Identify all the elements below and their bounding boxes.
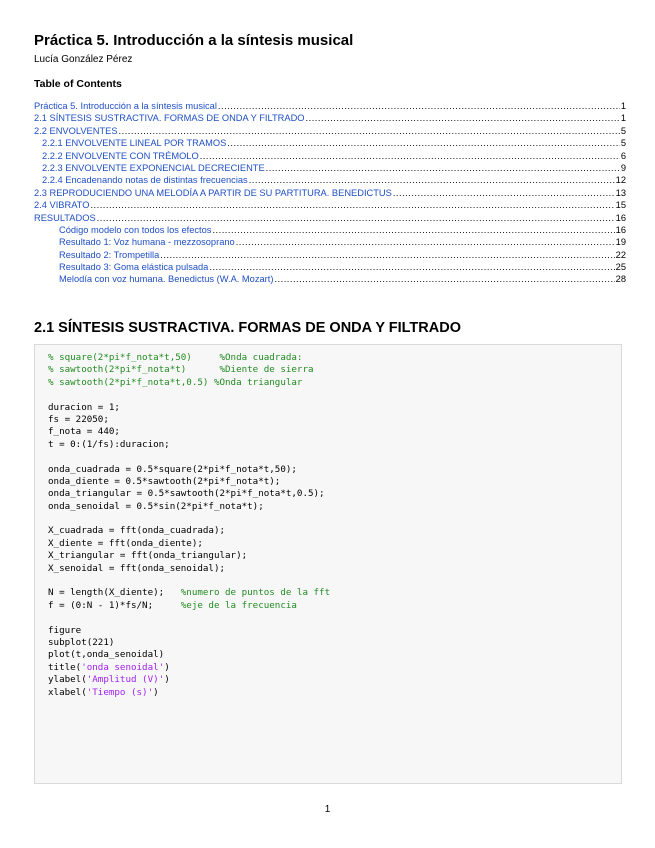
code-text: xlabel( <box>48 686 87 698</box>
code-comment: %numero de puntos de la fft <box>180 587 331 599</box>
code-text: f = (0:N - 1)*fs/N; <box>48 599 181 611</box>
code-line <box>48 377 330 389</box>
toc-page-number: 19 <box>615 237 626 248</box>
code-text: ) <box>164 661 170 673</box>
toc-entry[interactable] <box>34 273 626 285</box>
toc-leader-dots <box>97 212 615 224</box>
toc-entry-link[interactable]: Resultado 3: Goma elástica pulsada <box>59 262 209 273</box>
code-line <box>48 501 330 513</box>
toc-page-number: 25 <box>615 262 626 273</box>
code-line <box>48 600 330 612</box>
code-line <box>48 488 330 500</box>
code-text: X_diente = fft(onda_diente); <box>48 537 203 549</box>
toc-entry[interactable] <box>34 112 626 124</box>
code-text: N = length(X_diente); <box>48 587 181 599</box>
code-listing <box>48 352 330 699</box>
code-text: ) <box>164 674 170 686</box>
code-text: onda_cuadrada = 0.5*square(2*pi*f_nota*t,50); <box>48 463 297 475</box>
code-text: subplot(221) <box>48 636 115 648</box>
toc-leader-dots <box>236 236 615 248</box>
code-text: ) <box>153 686 159 698</box>
code-line <box>48 575 330 587</box>
code-text: t = 0:(1/fs):duracion; <box>48 438 170 450</box>
toc-heading: Table of Contents <box>34 78 122 90</box>
code-line <box>48 402 330 414</box>
toc-leader-dots <box>249 174 615 186</box>
toc-leader-dots <box>90 199 614 211</box>
code-line <box>48 439 330 451</box>
toc-entry[interactable] <box>34 199 626 211</box>
code-line <box>48 587 330 599</box>
toc-page-number: 16 <box>615 224 626 235</box>
code-line <box>48 563 330 575</box>
code-block <box>34 344 622 784</box>
toc-page-number: 1 <box>620 101 626 111</box>
toc-entry[interactable] <box>34 174 626 186</box>
toc-entry[interactable] <box>34 125 626 137</box>
code-line <box>48 364 330 376</box>
toc-leader-dots <box>274 273 614 285</box>
table-of-contents <box>34 100 626 286</box>
toc-entry-link[interactable]: 2.2 ENVOLVENTES <box>34 125 118 136</box>
toc-entry-link[interactable]: Práctica 5. Introducción a la síntesis musical <box>34 101 217 111</box>
toc-entry-link[interactable]: 2.2.1 ENVOLVENTE LINEAL POR TRAMOS <box>42 138 227 149</box>
toc-entry-link[interactable]: Resultado 1: Voz humana - mezzosoprano <box>59 237 235 248</box>
toc-leader-dots <box>218 100 620 112</box>
toc-entry-link[interactable]: 2.4 VIBRATO <box>34 200 90 211</box>
code-text: plot(t,onda_senoidal) <box>48 649 165 661</box>
code-line <box>48 352 330 364</box>
code-text: title( <box>48 661 82 673</box>
toc-entry[interactable] <box>34 162 626 174</box>
code-line <box>48 649 330 661</box>
toc-entry-link[interactable]: Resultado 2: Trompetilla <box>59 249 160 260</box>
toc-page-number: 13 <box>615 187 626 198</box>
toc-page-number: 1 <box>620 113 626 124</box>
code-comment: %eje de la frecuencia <box>180 599 297 611</box>
code-text: onda_diente = 0.5*sawtooth(2*pi*f_nota*t); <box>48 475 281 487</box>
code-line <box>48 513 330 525</box>
toc-leader-dots <box>393 187 615 199</box>
toc-entry-link[interactable]: Melodía con voz humana. Benedictus (W.A. Mozart) <box>59 274 274 285</box>
toc-entry[interactable] <box>34 212 626 224</box>
toc-entry-link[interactable]: 2.3 REPRODUCIENDO UNA MELODÍA A PARTIR DE SU PARTITURA. BENEDICTUS <box>34 187 392 198</box>
toc-leader-dots <box>209 261 614 273</box>
toc-entry[interactable] <box>34 224 626 236</box>
toc-leader-dots <box>200 150 620 162</box>
code-text: X_senoidal = fft(onda_senoidal); <box>48 562 226 574</box>
code-line <box>48 538 330 550</box>
document-title: Práctica 5. Introducción a la síntesis musical <box>34 32 354 49</box>
toc-entry[interactable] <box>34 187 626 199</box>
toc-entry[interactable] <box>34 150 626 162</box>
code-line <box>48 674 330 686</box>
code-line <box>48 687 330 699</box>
code-comment: % sawtooth(2*pi*f_nota*t,0.5) %Onda triangular <box>48 376 303 388</box>
code-line <box>48 662 330 674</box>
toc-entry-link[interactable]: 2.2.2 ENVOLVENTE CON TRÉMOLO <box>42 150 199 161</box>
toc-page-number: 12 <box>615 175 626 186</box>
code-line <box>48 550 330 562</box>
code-text: figure <box>48 624 82 636</box>
toc-leader-dots <box>266 162 620 174</box>
code-string: 'onda senoidal' <box>81 661 165 673</box>
code-comment: % square(2*pi*f_nota*t,50) %Onda cuadrada: <box>48 352 303 363</box>
code-text: f_nota = 440; <box>48 426 120 438</box>
toc-entry[interactable] <box>34 261 626 273</box>
code-text: fs = 22050; <box>48 413 109 425</box>
toc-page-number: 5 <box>620 138 626 149</box>
code-line <box>48 464 330 476</box>
toc-page-number: 22 <box>615 249 626 260</box>
code-text: duracion = 1; <box>48 401 120 413</box>
toc-page-number: 15 <box>615 200 626 211</box>
toc-entry-link[interactable]: 2.1 SÍNTESIS SUSTRACTIVA. FORMAS DE ONDA Y FILTRADO <box>34 113 305 124</box>
code-text: X_cuadrada = fft(onda_cuadrada); <box>48 525 226 537</box>
code-comment: % sawtooth(2*pi*f_nota*t) %Diente de sierra <box>48 364 314 376</box>
toc-page-number: 6 <box>620 150 626 161</box>
code-line <box>48 389 330 401</box>
code-line <box>48 625 330 637</box>
toc-entry[interactable] <box>34 137 626 149</box>
toc-leader-dots <box>212 224 614 236</box>
code-line <box>48 451 330 463</box>
toc-entry-link[interactable]: 2.2.3 ENVOLVENTE EXPONENCIAL DECRECIENTE <box>42 162 265 173</box>
toc-leader-dots <box>306 112 620 124</box>
code-text: X_triangular = fft(onda_triangular); <box>48 550 248 562</box>
code-line <box>48 637 330 649</box>
toc-leader-dots <box>119 125 620 137</box>
code-line <box>48 426 330 438</box>
toc-leader-dots <box>227 137 620 149</box>
toc-entry-link[interactable]: 2.2.4 Encadenando notas de distintas frecuencias <box>42 175 248 186</box>
toc-page-number: 28 <box>615 274 626 285</box>
code-line <box>48 476 330 488</box>
toc-page-number: 9 <box>620 162 626 173</box>
code-text: onda_senoidal = 0.5*sin(2*pi*f_nota*t); <box>48 500 264 512</box>
toc-entry[interactable] <box>34 249 626 261</box>
author-name: Lucía González Pérez <box>34 54 133 65</box>
code-text: onda_triangular = 0.5*sawtooth(2*pi*f_nota*t,0.5); <box>48 488 325 500</box>
toc-entry-link[interactable]: Código modelo con todos los efectos <box>59 224 212 235</box>
toc-entry[interactable] <box>34 100 626 112</box>
toc-leader-dots <box>160 249 614 261</box>
code-line <box>48 525 330 537</box>
code-string: 'Tiempo (s)' <box>86 686 154 698</box>
toc-page-number: 5 <box>620 125 626 136</box>
toc-entry-link[interactable]: RESULTADOS <box>34 212 96 223</box>
code-line <box>48 414 330 426</box>
code-text: ylabel( <box>48 674 87 686</box>
section-heading: 2.1 SÍNTESIS SUSTRACTIVA. FORMAS DE ONDA Y FILTRADO <box>34 320 461 336</box>
code-line <box>48 612 330 624</box>
code-string: 'Amplitud (V)' <box>86 674 165 686</box>
toc-page-number: 16 <box>615 212 626 223</box>
toc-entry[interactable] <box>34 236 626 248</box>
page-number: 1 <box>324 804 331 815</box>
